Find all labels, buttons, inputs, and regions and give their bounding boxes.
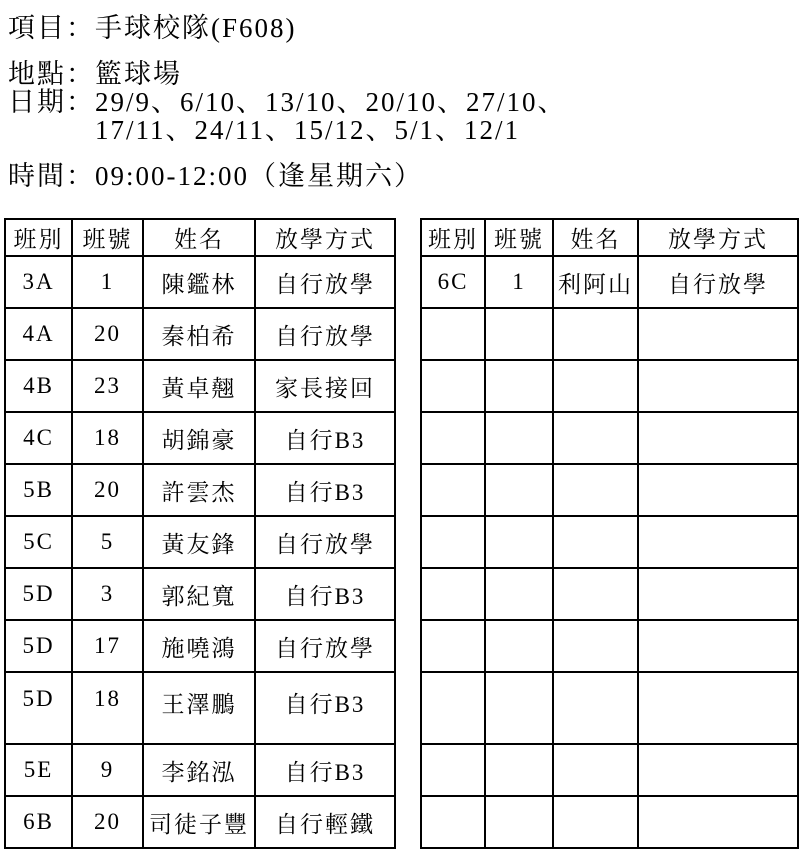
class-cell: 5D	[5, 620, 72, 672]
name-cell: 許雲杰	[143, 464, 255, 516]
table-row	[421, 256, 798, 308]
name-cell	[553, 568, 638, 620]
class-no-cell: 1	[485, 256, 553, 308]
table-row	[421, 464, 798, 516]
time-line	[8, 162, 800, 190]
table-row	[5, 744, 395, 796]
table-row	[421, 744, 798, 796]
dismissal-cell	[638, 360, 798, 412]
table-row	[421, 308, 798, 360]
dismissal-cell	[638, 516, 798, 568]
class-cell	[421, 672, 485, 744]
location-label: 地點：	[8, 59, 95, 89]
name-cell	[553, 308, 638, 360]
class-no-cell: 20	[72, 464, 143, 516]
table-row	[421, 796, 798, 848]
date-values	[95, 88, 567, 144]
date-value-line-2: 17/11、24/11、15/12、5/1、12/1	[95, 115, 521, 145]
activity-info-block	[0, 0, 800, 190]
dismissal-cell: 自行放學	[255, 516, 395, 568]
column-header-name: 姓名	[143, 219, 255, 256]
dismissal-cell: 自行B3	[255, 568, 395, 620]
dismissal-cell: 自行放學	[638, 256, 798, 308]
class-cell: 5B	[5, 464, 72, 516]
table-header-row	[421, 219, 798, 256]
location-value: 籃球場	[95, 59, 182, 89]
dismissal-cell	[638, 672, 798, 744]
dismissal-cell: 自行B3	[255, 412, 395, 464]
class-no-cell: 23	[72, 360, 143, 412]
class-no-cell: 3	[72, 568, 143, 620]
class-cell: 4B	[5, 360, 72, 412]
dismissal-cell	[638, 464, 798, 516]
dismissal-cell: 自行放學	[255, 256, 395, 308]
name-cell	[553, 744, 638, 796]
column-header-dismissal: 放學方式	[255, 219, 395, 256]
column-header-dismissal: 放學方式	[638, 219, 798, 256]
name-cell: 李銘泓	[143, 744, 255, 796]
name-cell	[553, 620, 638, 672]
class-cell	[421, 796, 485, 848]
dismissal-cell	[638, 796, 798, 848]
date-label: 日期：	[8, 87, 95, 117]
name-cell	[553, 412, 638, 464]
dismissal-cell	[638, 620, 798, 672]
class-cell	[421, 360, 485, 412]
table-row	[421, 360, 798, 412]
name-cell: 郭紀寬	[143, 568, 255, 620]
name-cell: 黃卓翹	[143, 360, 255, 412]
class-no-cell	[485, 464, 553, 516]
dismissal-cell: 自行放學	[255, 308, 395, 360]
name-cell	[553, 516, 638, 568]
table-row	[421, 672, 798, 744]
class-cell: 5D	[5, 568, 72, 620]
class-no-cell	[485, 672, 553, 744]
class-cell: 6C	[421, 256, 485, 308]
class-no-cell	[485, 620, 553, 672]
dismissal-cell: 自行B3	[255, 672, 395, 744]
date-line	[8, 88, 800, 144]
date-value-line-1: 29/9、6/10、13/10、20/10、27/10、	[95, 87, 567, 117]
table-header-row	[5, 219, 395, 256]
class-cell	[421, 744, 485, 796]
table-row	[5, 464, 395, 516]
name-cell: 胡錦豪	[143, 412, 255, 464]
class-no-cell	[485, 516, 553, 568]
column-header-class-no: 班號	[72, 219, 143, 256]
column-header-class: 班別	[5, 219, 72, 256]
class-no-cell: 5	[72, 516, 143, 568]
roster-tables	[0, 218, 800, 849]
left-roster-table	[4, 218, 396, 849]
class-cell	[421, 620, 485, 672]
class-cell: 4C	[5, 412, 72, 464]
table-row	[5, 308, 395, 360]
column-header-name: 姓名	[553, 219, 638, 256]
dismissal-cell: 自行輕鐵	[255, 796, 395, 848]
dismissal-cell: 自行B3	[255, 464, 395, 516]
table-row	[5, 256, 395, 308]
class-no-cell: 20	[72, 796, 143, 848]
dismissal-cell: 家長接回	[255, 360, 395, 412]
class-cell: 5E	[5, 744, 72, 796]
class-no-cell	[485, 412, 553, 464]
dismissal-cell	[638, 744, 798, 796]
class-cell	[421, 308, 485, 360]
project-value: 手球校隊(F608)	[95, 13, 297, 43]
project-line	[8, 14, 800, 42]
class-cell	[421, 568, 485, 620]
table-row	[5, 360, 395, 412]
class-no-cell	[485, 744, 553, 796]
name-cell	[553, 672, 638, 744]
name-cell: 利阿山	[553, 256, 638, 308]
column-header-class: 班別	[421, 219, 485, 256]
class-no-cell	[485, 308, 553, 360]
class-no-cell: 17	[72, 620, 143, 672]
column-header-class-no: 班號	[485, 219, 553, 256]
table-row	[5, 568, 395, 620]
name-cell	[553, 360, 638, 412]
class-cell	[421, 464, 485, 516]
class-cell: 4A	[5, 308, 72, 360]
dismissal-cell	[638, 412, 798, 464]
class-cell: 5C	[5, 516, 72, 568]
table-row	[421, 516, 798, 568]
table-row	[421, 412, 798, 464]
table-row	[5, 412, 395, 464]
name-cell: 黃友鋒	[143, 516, 255, 568]
name-cell: 施嘵鴻	[143, 620, 255, 672]
table-row	[5, 796, 395, 848]
class-cell	[421, 516, 485, 568]
table-row	[421, 568, 798, 620]
class-cell	[421, 412, 485, 464]
class-no-cell: 20	[72, 308, 143, 360]
dismissal-cell	[638, 308, 798, 360]
class-cell: 6B	[5, 796, 72, 848]
time-value: 09:00-12:00（逢星期六）	[95, 161, 423, 191]
class-cell: 3A	[5, 256, 72, 308]
dismissal-cell	[638, 568, 798, 620]
class-no-cell	[485, 568, 553, 620]
table-row	[5, 620, 395, 672]
table-row	[5, 672, 395, 744]
name-cell: 陳鑑林	[143, 256, 255, 308]
location-line	[8, 60, 800, 88]
dismissal-cell: 自行B3	[255, 744, 395, 796]
class-no-cell: 18	[72, 672, 143, 744]
class-no-cell	[485, 360, 553, 412]
name-cell: 司徒子豐	[143, 796, 255, 848]
name-cell: 王澤鵬	[143, 672, 255, 744]
name-cell	[553, 464, 638, 516]
class-no-cell: 9	[72, 744, 143, 796]
time-label: 時間：	[8, 161, 95, 191]
name-cell	[553, 796, 638, 848]
dismissal-cell: 自行放學	[255, 620, 395, 672]
table-row	[5, 516, 395, 568]
right-roster-table	[420, 218, 799, 849]
class-no-cell	[485, 796, 553, 848]
name-cell: 秦柏希	[143, 308, 255, 360]
class-cell: 5D	[5, 672, 72, 744]
class-no-cell: 1	[72, 256, 143, 308]
table-row	[421, 620, 798, 672]
project-label: 項目：	[8, 13, 95, 43]
class-no-cell: 18	[72, 412, 143, 464]
